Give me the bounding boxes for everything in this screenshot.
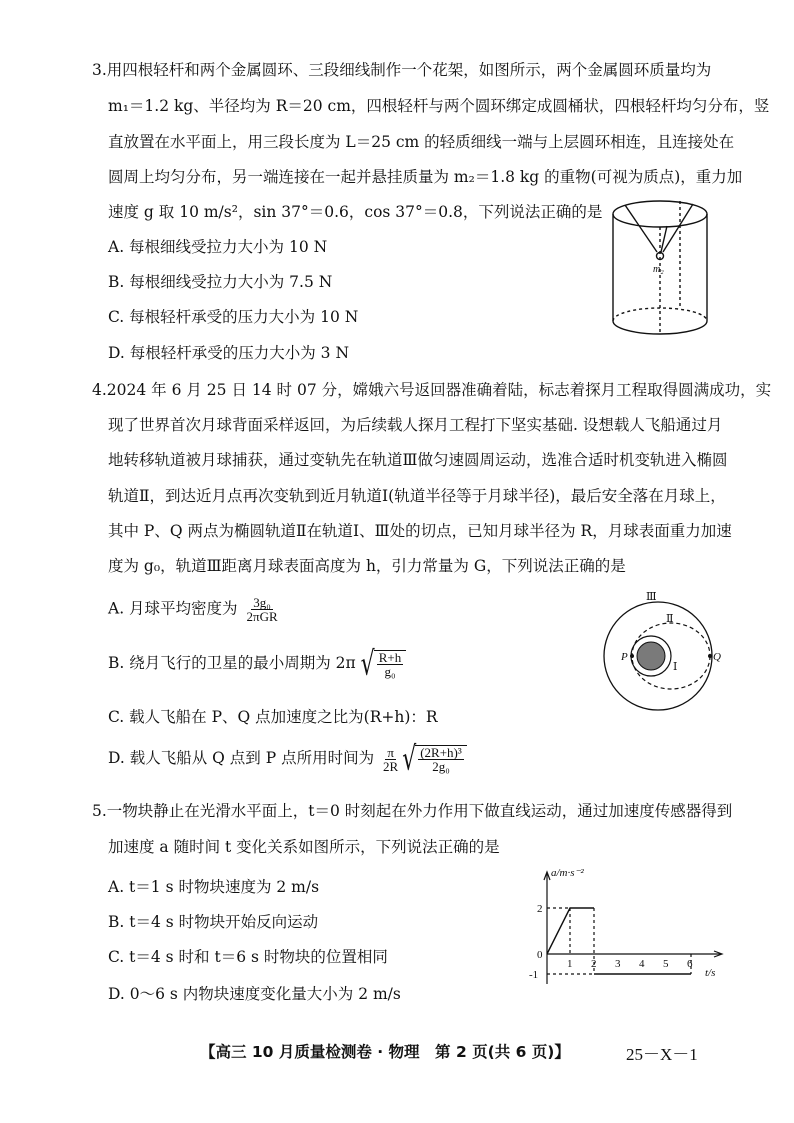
origin-label: 0 <box>537 949 543 961</box>
q4-option-a-text: A. 月球平均密度为 <box>108 599 238 618</box>
q4-option-d-text: D. 载人飞船从 Q 点到 P 点所用时间为 <box>108 749 375 767</box>
orbit-label-3: Ⅲ <box>646 590 657 603</box>
page-footer-title: 【高三 10 月质量检测卷 · 物理 第 2 页(共 6 页)】 <box>200 1043 570 1061</box>
q3-option-a: A. 每根细线受拉力大小为 10 N <box>108 238 328 256</box>
q3-option-b: B. 每根细线受拉力大小为 7.5 N <box>108 273 333 291</box>
orbit-diagram <box>596 588 721 713</box>
q3-line-3: 直放置在水平面上，用三段长度为 L＝25 cm 的轻质细线一端与上层圆环相连，且连接处在 <box>108 133 735 151</box>
q3-line-2: m₁＝1.2 kg、半径均为 R＝20 cm，四根轻杆与两个圆环绑定成圆桶状，四根轻杆均匀分布，竖 <box>108 97 770 115</box>
q5-option-c: C. t＝4 s 时和 t＝6 s 时物块的位置相同 <box>108 948 388 966</box>
point-q-label: Q <box>713 651 721 663</box>
orbit-label-1: Ⅰ <box>673 660 678 673</box>
q5-option-b: B. t＝4 s 时物块开始反向运动 <box>108 913 319 931</box>
q5-line-2: 加速度 a 随时间 t 变化关系如图所示，下列说法正确的是 <box>108 838 500 856</box>
q4-a-denominator: 2πGR <box>246 609 278 624</box>
x-tick-4: 4 <box>639 958 645 970</box>
point-p-label: P <box>621 651 628 663</box>
y-axis-label: a/m·s⁻² <box>551 867 584 879</box>
q3-line-4: 圆周上均匀分布，另一端连接在一起并悬挂质量为 m₂＝1.8 kg 的重物(可视为质点)，重力加 <box>108 168 743 186</box>
q3-line-1: 3.用四根轻杆和两个金属圆环、三段细线制作一个花架，如图所示，两个金属圆环质量均为 <box>92 61 712 79</box>
q4-d-denominator: 2g₀ <box>432 759 450 774</box>
y-tick-2: 2 <box>537 903 543 915</box>
q3-option-d: D. 每根轻杆承受的压力大小为 3 N <box>108 344 350 362</box>
q4-line-2: 现了世界首次月球背面采样返回，为后续载人探月工程打下坚实基础. 设想载人飞船通过月 <box>108 416 723 434</box>
x-tick-5: 5 <box>663 958 669 970</box>
q4-line-3: 地转移轨道被月球捕获，通过变轨先在轨道Ⅲ做匀速圆周运动，选准合适时机变轨进入椭圆 <box>108 451 728 469</box>
q3-line-5: 速度 g 取 10 m/s²，sin 37°＝0.6，cos 37°＝0.8，下列说法正确的是 <box>108 203 603 221</box>
q4-d-pre-denominator: 2R <box>383 758 399 774</box>
q3-option-c: C. 每根轻杆承受的压力大小为 10 N <box>108 308 359 326</box>
q5-option-d: D. 0～6 s 内物块速度变化量大小为 2 m/s <box>108 985 401 1003</box>
x-axis-label: t/s <box>705 967 716 979</box>
q4-option-a <box>108 596 282 623</box>
sqrt-icon: √ <box>402 740 417 778</box>
q5-line-1: 5.一物块静止在光滑水平面上，t＝0 时刻起在外力作用下做直线运动，通过加速度传感器得到 <box>92 802 733 820</box>
acceleration-time-graph <box>525 866 730 1006</box>
q4-line-5: 其中 P、Q 两点为椭圆轨道Ⅱ在轨道Ⅰ、Ⅲ处的切点，已知月球半径为 R，月球表面重力加速 <box>108 522 732 540</box>
q4-d-numerator: (2R+h)³ <box>420 745 462 760</box>
x-tick-2: 2 <box>591 958 597 970</box>
flower-stand-figure <box>605 196 715 346</box>
orbit-label-2: Ⅱ <box>666 612 674 625</box>
y-tick-neg1: -1 <box>529 969 539 981</box>
q4-option-d <box>108 740 467 778</box>
sqrt-icon: √ <box>360 645 375 683</box>
m2-label: m₂ <box>653 264 664 275</box>
q4-b-denominator: g₀ <box>384 664 396 679</box>
exam-code: 25－X－1 <box>626 1045 698 1064</box>
q4-b-numerator: R+h <box>378 650 402 665</box>
q4-option-c: C. 载人飞船在 P、Q 点加速度之比为(R+h)：R <box>108 708 438 726</box>
q4-option-b-text: B. 绕月飞行的卫星的最小周期为 2π <box>108 654 356 672</box>
q4-line-6: 度为 g₀，轨道Ⅲ距离月球表面高度为 h，引力常量为 G，下列说法正确的是 <box>108 557 626 575</box>
q4-line-1: 4.2024 年 6 月 25 日 14 时 07 分，嫦娥六号返回器准确着陆，标志着探月工程取得圆满成功，实 <box>92 381 772 399</box>
q4-d-pre-numerator: π <box>387 744 394 760</box>
x-tick-6: 6 <box>687 958 693 970</box>
q4-line-4: 轨道Ⅱ，到达近月点再次变轨到近月轨道Ⅰ(轨道半径等于月球半径)，最后安全落在月球上， <box>108 487 726 505</box>
q4-option-b <box>108 645 406 683</box>
x-tick-1: 1 <box>567 958 573 970</box>
x-tick-3: 3 <box>615 958 621 970</box>
q4-a-numerator: 3g₀ <box>253 595 271 610</box>
q5-option-a: A. t＝1 s 时物块速度为 2 m/s <box>108 878 320 896</box>
